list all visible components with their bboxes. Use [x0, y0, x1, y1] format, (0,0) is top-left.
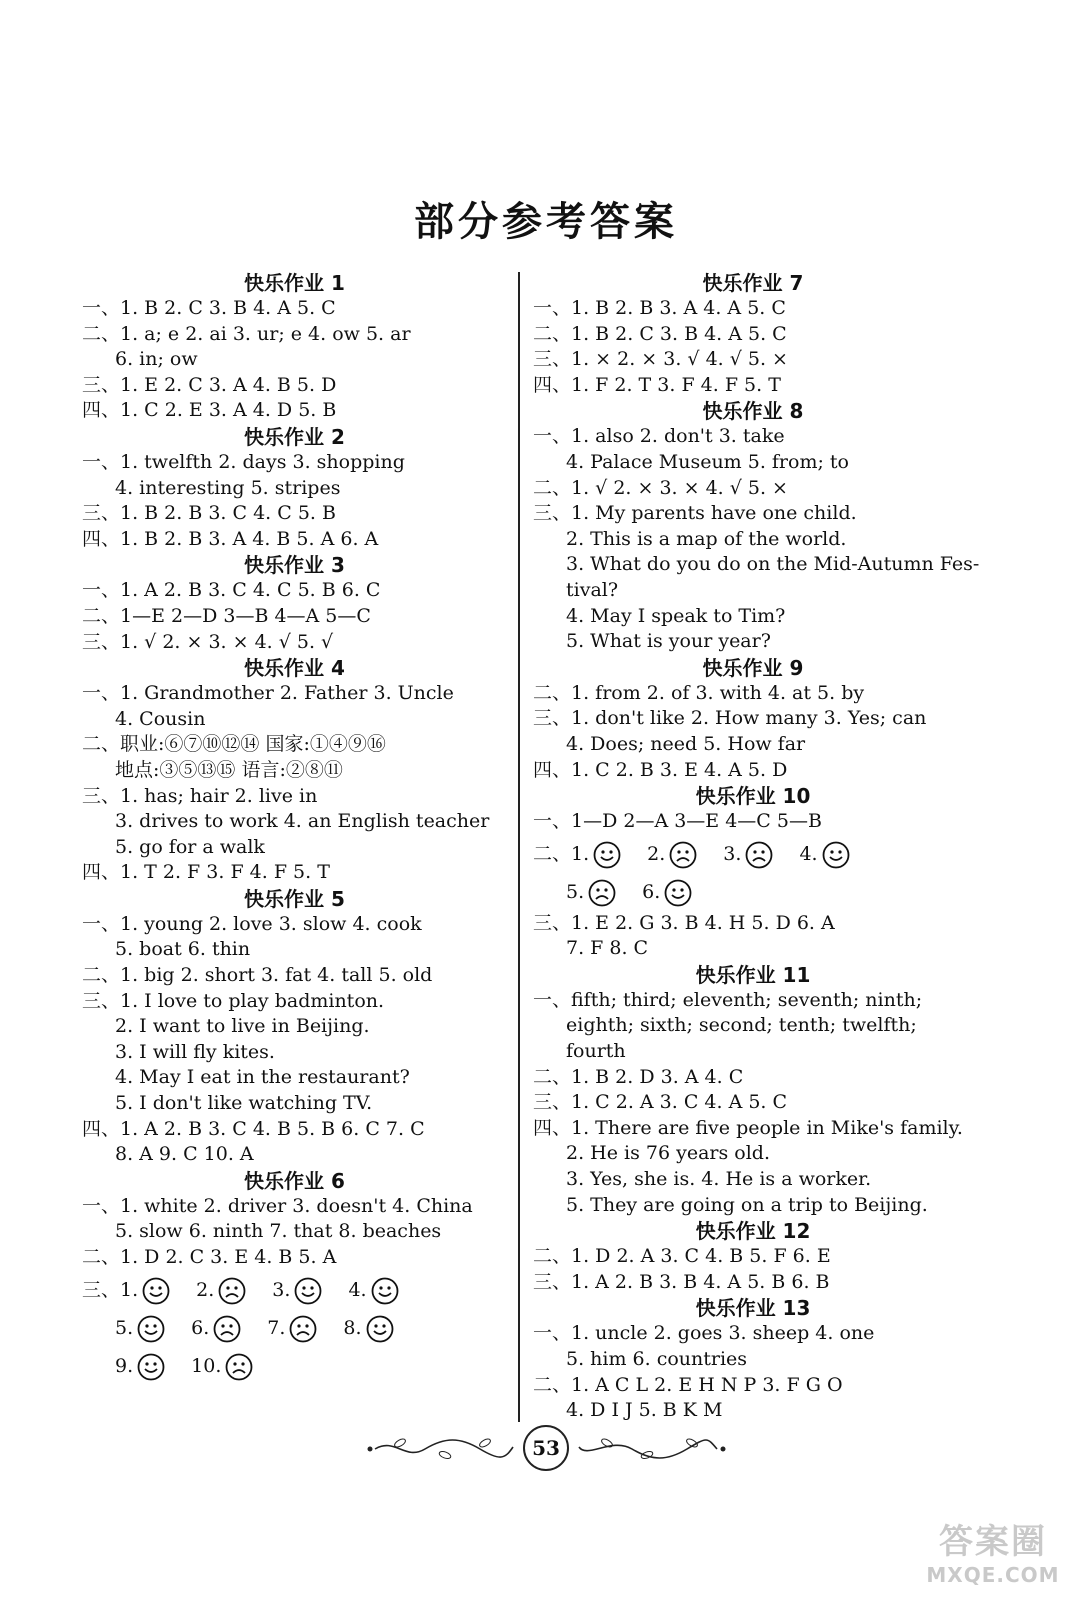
face-answer-line: [82, 1309, 507, 1347]
section-heading: 快乐作业 4: [244, 656, 345, 681]
item-number: 4.: [348, 1278, 367, 1301]
answer-line: 三、1. E 2. C 3. A 4. B 5. D: [82, 373, 337, 396]
answer-line: 三、1. don't like 2. How many 3. Yes; can: [533, 707, 927, 730]
section-heading: 快乐作业 9: [702, 655, 804, 680]
smiley-face-icon: [593, 841, 621, 869]
answer-line: 一、1. young 2. love 3. slow 4. cook: [82, 912, 422, 935]
sad-face-icon: [225, 1353, 253, 1381]
answer-line: 3. Yes, she is. 4. He is a worker.: [566, 1168, 872, 1191]
section-heading: 快乐作业 12: [695, 1219, 811, 1244]
answer-line: 二、1. B 2. D 3. A 4. C: [533, 1065, 744, 1088]
watermark-url: MXQE.COM: [926, 1562, 1060, 1587]
answer-line: 四、1. A 2. B 3. C 4. B 5. B 6. C 7. C: [82, 1117, 425, 1140]
answer-line: 四、1. T 2. F 3. F 4. F 5. T: [82, 861, 330, 884]
item-number: 2.: [196, 1278, 215, 1301]
section-heading: 快乐作业 10: [695, 784, 811, 809]
item-number: 10.: [191, 1354, 222, 1377]
answer-line: 三、1. My parents have one child.: [533, 502, 857, 525]
item-number: 9.: [115, 1354, 134, 1377]
face-answer-line: [82, 1271, 507, 1309]
answer-line: 二、1. big 2. short 3. fat 4. tall 5. old: [82, 964, 433, 987]
answer-line: 5. boat 6. thin: [115, 938, 251, 961]
answer-line: eighth; sixth; second; tenth; twelfth;: [566, 1014, 917, 1037]
answer-line: 一、1—D 2—A 3—E 4—C 5—B: [533, 810, 822, 833]
sad-face-icon: [218, 1277, 246, 1305]
answer-line: 6. in; ow: [115, 348, 198, 371]
answer-line: 二、职业:⑥⑦⑩⑫⑭ 国家:①④⑨⑯: [82, 733, 386, 756]
watermark-logo: [908, 1510, 1078, 1590]
page-title: 部分参考答案: [414, 199, 678, 245]
item-number: 8.: [343, 1316, 362, 1339]
sad-face-icon: [669, 841, 697, 869]
page-footer: [0, 1418, 1092, 1478]
answer-column-right: [533, 270, 980, 1424]
answer-line: 二、1. from 2. of 3. with 4. at 5. by: [533, 681, 865, 704]
left-vine-ornament-icon: [365, 1433, 515, 1463]
answer-line: 二、1. B 2. C 3. B 4. A 5. C: [533, 322, 787, 345]
answer-line: 四、1. F 2. T 3. F 4. F 5. T: [533, 373, 781, 396]
answer-line: 四、1. B 2. B 3. A 4. B 5. A 6. A: [82, 527, 379, 550]
section-heading: 快乐作业 3: [244, 553, 345, 578]
column-divider: [518, 272, 520, 1422]
answer-line: 4. May I eat in the restaurant?: [115, 1066, 410, 1089]
page-number: 53: [523, 1425, 569, 1471]
answer-line: 三、1. C 2. A 3. C 4. A 5. C: [533, 1091, 788, 1114]
item-number: 5.: [115, 1316, 134, 1339]
section-heading: 快乐作业 7: [702, 271, 804, 295]
answer-line: 4. Does; need 5. How far: [566, 732, 806, 755]
answer-line: 一、1. twelfth 2. days 3. shopping: [82, 450, 405, 473]
answer-line: 二、1. D 2. A 3. C 4. B 5. F 6. E: [533, 1245, 831, 1268]
smiley-face-icon: [371, 1277, 399, 1305]
item-number: 3.: [723, 842, 742, 865]
item-number: 4.: [799, 842, 818, 865]
answer-line: 三、1. I love to play badminton.: [82, 989, 385, 1012]
answer-line: 5. slow 6. ninth 7. that 8. beaches: [115, 1220, 442, 1243]
item-number: 5.: [566, 880, 585, 903]
answer-line: 4. Cousin: [115, 707, 206, 730]
answer-line: 一、1. also 2. don't 3. take: [533, 425, 785, 448]
item-number: 2.: [647, 842, 666, 865]
item-number: 3.: [272, 1278, 291, 1301]
answer-line: 二、1. D 2. C 3. E 4. B 5. A: [82, 1246, 337, 1268]
sad-face-icon: [588, 879, 616, 907]
answer-line: fourth: [566, 1040, 626, 1063]
answer-line: 5. They are going on a trip to Beijing.: [566, 1193, 928, 1216]
answer-line: 一、1. A 2. B 3. C 4. C 5. B 6. C: [82, 579, 381, 602]
answer-line: 三、1. × 2. × 3. √ 4. √ 5. ×: [533, 348, 788, 371]
section-heading: 快乐作业 5: [244, 886, 345, 911]
section-heading: 快乐作业 13: [695, 1296, 811, 1321]
answer-line: 二、1. a; e 2. ai 3. ur; e 4. ow 5. ar: [82, 322, 411, 345]
answer-line: 一、fifth; third; eleventh; seventh; ninth;: [533, 988, 923, 1011]
smiley-face-icon: [294, 1277, 322, 1305]
answer-line: 3. What do you do on the Mid-Autumn Fes-: [566, 553, 980, 576]
smiley-face-icon: [366, 1315, 394, 1343]
answer-line: 3. drives to work 4. an English teacher: [115, 810, 490, 833]
section-heading: 快乐作业 6: [244, 1168, 345, 1193]
smiley-face-icon: [137, 1315, 165, 1343]
item-number: 6.: [642, 880, 661, 903]
section-heading: 快乐作业 8: [702, 399, 804, 424]
watermark-text: 答案圈: [939, 1521, 1047, 1562]
sad-face-icon: [289, 1315, 317, 1343]
sad-face-icon: [213, 1315, 241, 1343]
question-prefix: 二、: [533, 842, 572, 865]
answer-line: 二、1—E 2—D 3—B 4—A 5—C: [82, 604, 371, 627]
item-number: 1.: [120, 1278, 139, 1301]
answer-line: 二、1. A C L 2. E H N P 3. F G O: [533, 1373, 843, 1396]
answer-line: 4. interesting 5. stripes: [115, 476, 341, 499]
answer-line: 二、1. √ 2. × 3. × 4. √ 5. ×: [533, 476, 788, 499]
face-answer-line: [533, 873, 973, 911]
answer-column-left: [82, 270, 507, 1385]
answer-line: 4. D I J 5. B K M: [566, 1399, 723, 1422]
smiley-face-icon: [137, 1353, 165, 1381]
answer-line: 四、1. C 2. B 3. E 4. A 5. D: [533, 758, 788, 781]
smiley-face-icon: [142, 1277, 170, 1305]
answer-line: 四、1. C 2. E 3. A 4. D 5. B: [82, 399, 337, 422]
smiley-face-icon: [664, 879, 692, 907]
answer-line: 三、1. √ 2. × 3. × 4. √ 5. √: [82, 630, 334, 653]
answer-line: 5. go for a walk: [115, 835, 265, 858]
section-heading: 快乐作业 1: [244, 271, 345, 295]
answer-line: 7. F 8. C: [566, 937, 649, 960]
answer-line: 5. him 6. countries: [566, 1348, 748, 1370]
answer-line: 一、1. B 2. B 3. A 4. A 5. C: [533, 297, 786, 319]
item-number: 1.: [571, 842, 590, 865]
section-heading: 快乐作业 2: [244, 424, 345, 449]
answer-line: 4. May I speak to Tim?: [566, 604, 786, 627]
item-number: 6.: [191, 1316, 210, 1339]
section-heading: 快乐作业 11: [695, 962, 811, 987]
answer-line: 三、1. B 2. B 3. C 4. C 5. B: [82, 502, 336, 525]
answer-line: 2. I want to live in Beijing.: [115, 1015, 370, 1038]
answer-line: 5. I don't like watching TV.: [115, 1092, 373, 1115]
answer-line: 8. A 9. C 10. A: [115, 1143, 254, 1166]
sad-face-icon: [745, 841, 773, 869]
face-answer-line: [533, 835, 973, 873]
answer-line: tival?: [566, 578, 619, 601]
answer-line: 3. I will fly kites.: [115, 1040, 275, 1063]
answer-line: 4. Palace Museum 5. from; to: [566, 450, 849, 473]
face-answer-line: [82, 1347, 507, 1385]
answer-line: 三、1. has; hair 2. live in: [82, 784, 318, 807]
item-number: 7.: [267, 1316, 286, 1339]
answer-line: 2. He is 76 years old.: [566, 1142, 770, 1165]
answer-line: 一、1. Grandmother 2. Father 3. Uncle: [82, 682, 454, 705]
answer-line: 5. What is your year?: [566, 630, 771, 653]
answer-line: 一、1. white 2. driver 3. doesn't 4. China: [82, 1194, 473, 1217]
answer-line: 四、1. There are five people in Mike's family.: [533, 1116, 963, 1139]
smiley-face-icon: [822, 841, 850, 869]
answer-line: 地点:③⑤⑬⑮ 语言:②⑧⑪: [115, 758, 343, 781]
question-prefix: 三、: [82, 1278, 121, 1301]
right-vine-ornament-icon: [577, 1433, 727, 1463]
answer-line: 三、1. A 2. B 3. B 4. A 5. B 6. B: [533, 1270, 830, 1293]
answer-line: 一、1. uncle 2. goes 3. sheep 4. one: [533, 1322, 875, 1345]
answer-line: 三、1. E 2. G 3. B 4. H 5. D 6. A: [533, 911, 835, 934]
answer-line: 2. This is a map of the world.: [566, 527, 847, 550]
answer-line: 一、1. B 2. C 3. B 4. A 5. C: [82, 297, 336, 319]
